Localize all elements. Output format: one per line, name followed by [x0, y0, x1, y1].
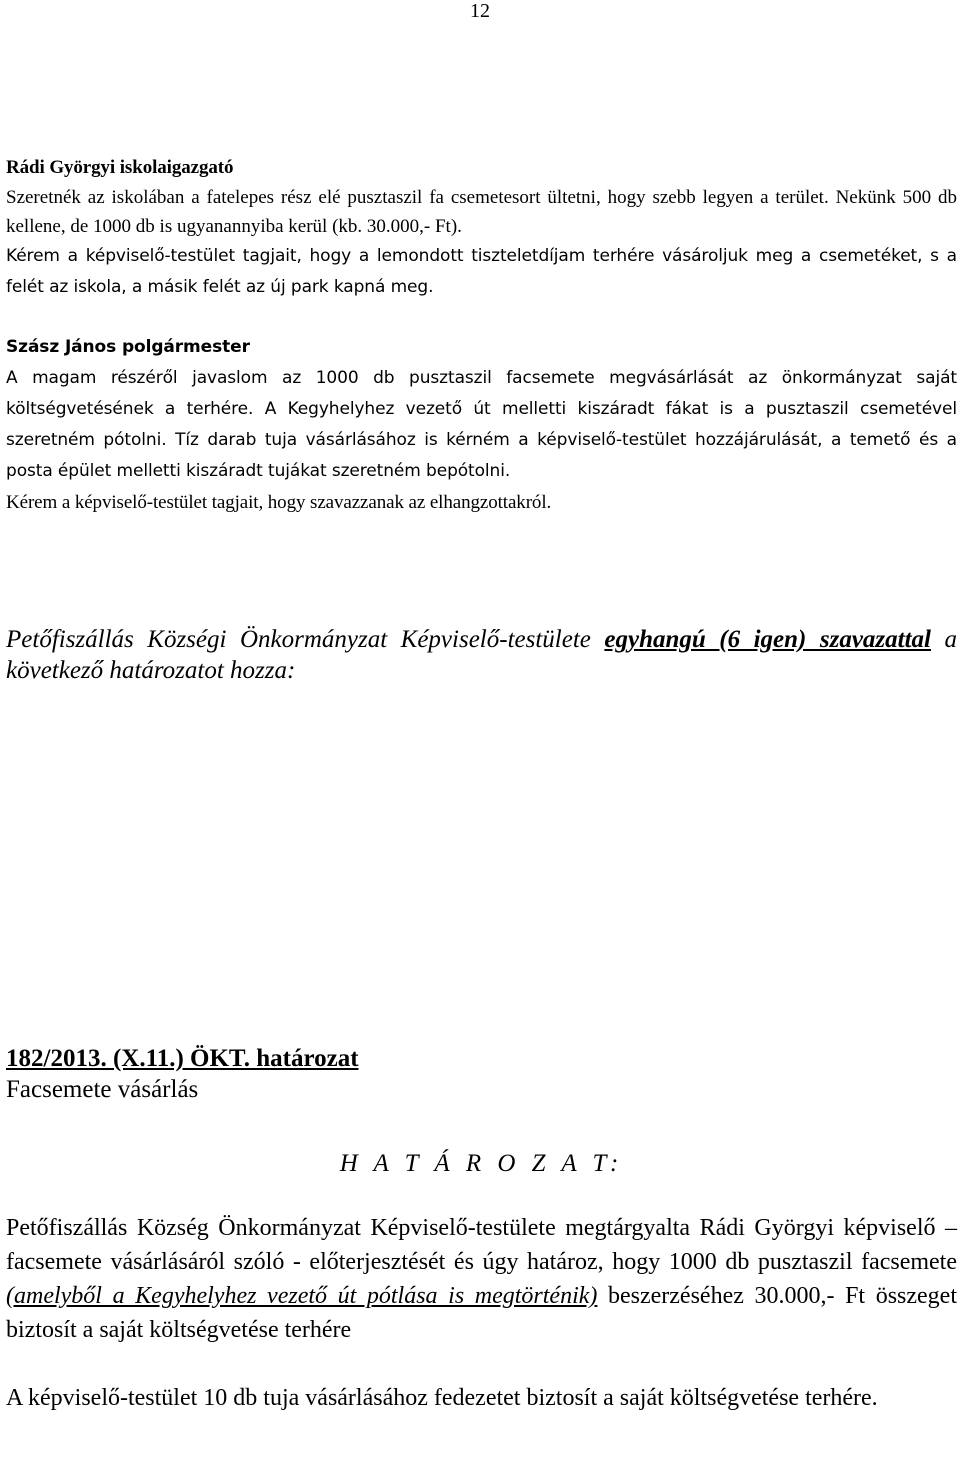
- decision-intro-part1: Petőfiszállás Községi Önkormányzat Képviselő-testülete: [6, 626, 605, 653]
- page-number: 12: [470, 0, 490, 22]
- resolution-subject: Facsemete vásárlás: [6, 1076, 199, 1103]
- speaker-text: Kérem a képviselő-testület tagjait, hogy a lemondott tiszteletdíjam terhére vásároljuk meg a csemetéket, s a felét az iskola, a másik felét az új park kapná meg.: [6, 246, 957, 297]
- speaker-text: Szeretnék az iskolában a fatelepes rész elé pusztaszil fa csemetesort ültetni, hogy szebb legyen a terület. Nekünk 500 db kellene, de 1000 db is ugyanannyiba kerül (kb. 30.000,- Ft).: [6, 187, 957, 237]
- resolution-paragraph-1: [6, 1211, 957, 1347]
- decision-vote: egyhangú (6 igen) szavazattal: [604, 626, 931, 653]
- speaker-text: Kérem a képviselő-testület tagjait, hogy szavazzanak az elhangzottakról.: [6, 492, 552, 513]
- resolution-text: beszerzéséhez 30.000,- Ft összeget biztosít a saját költségvetése terhére: [6, 1283, 957, 1343]
- decision-intro: [6, 624, 957, 686]
- resolution-body: [6, 1211, 957, 1415]
- resolution-heading-wrap: [6, 1150, 957, 1178]
- resolution-text: Petőfiszállás Község Önkormányzat Képviselő-testülete megtárgyalta Rádi Györgyi képviselő – facsemete vásárlásáról szóló - előterjesztését és úgy határoz, hogy 1000 db pusztaszil facsemete: [6, 1215, 957, 1275]
- decision-intro-part3: a következő határozatot hozza:: [6, 626, 957, 684]
- resolution-heading: H A T Á R O Z A T:: [339, 1150, 624, 1177]
- resolution-number: 182/2013. (X.11.) ÖKT. határozat: [6, 1045, 359, 1072]
- decision-intro-text: [6, 624, 957, 686]
- speaker-name: Rádi Györgyi iskolaigazgató: [6, 157, 234, 178]
- speaker-text: A magam részéről javaslom az 1000 db pusztaszil facsemete megvásárlását az önkormányzat saját költségvetésének a terhére. A Kegyhelyhez vezető út melletti kiszáradt fákat is a pusztaszil csemetével szeretném pótolni. Tíz darab tuja vásárlásához is kérném a képviselő-testület hozzájárulását, a temető és a posta épület melletti kiszáradt tujákat szeretném bepótolni.: [6, 368, 957, 481]
- section-szász-jános: [6, 332, 957, 518]
- section-rádi-györgyi: [6, 152, 957, 303]
- resolution-text-italic: (amelyből a Kegyhelyhez vezető út pótlása is megtörténik): [6, 1283, 598, 1309]
- speaker-name: Szász János polgármester: [6, 337, 250, 357]
- resolution-header: [6, 1043, 957, 1105]
- resolution-paragraph-2: A képviselő-testület 10 db tuja vásárlásához fedezetet biztosít a saját költségvetése terhére.: [6, 1385, 878, 1411]
